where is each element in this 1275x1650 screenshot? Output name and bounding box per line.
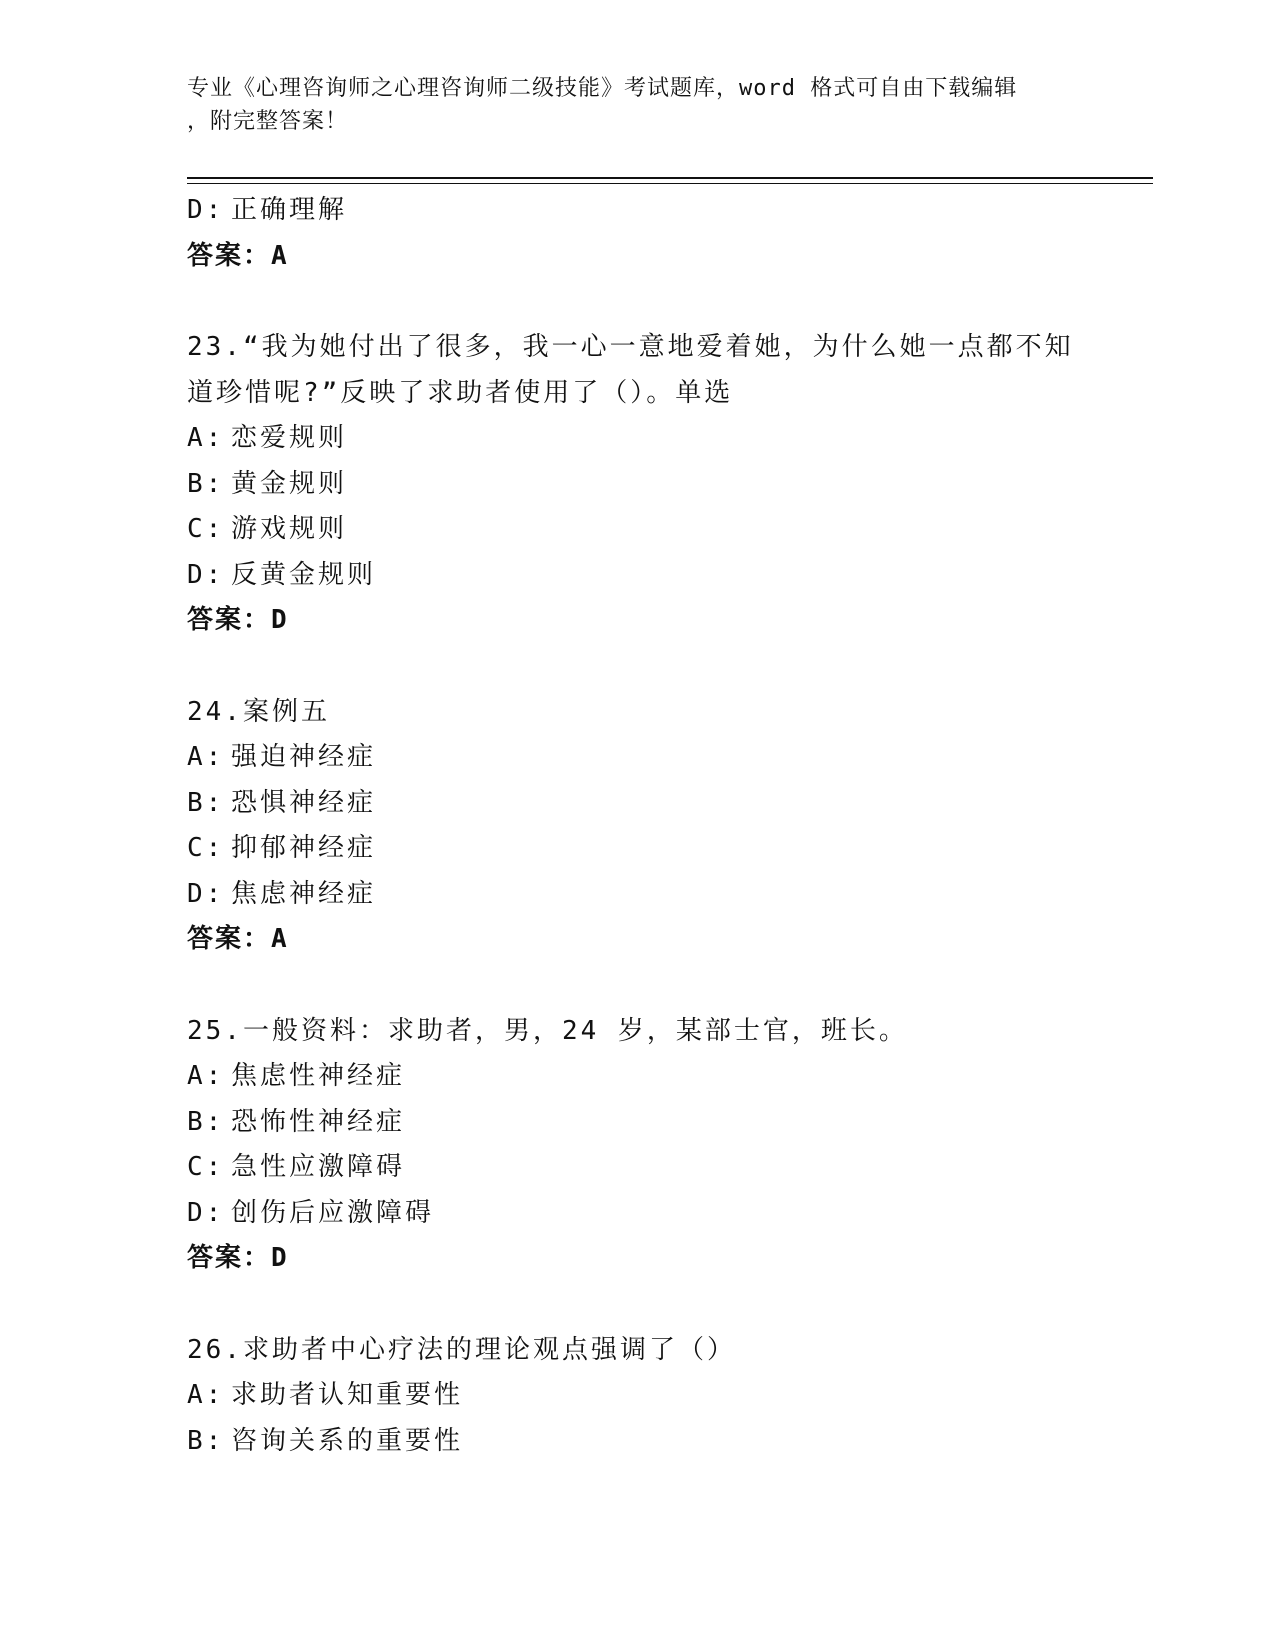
answer-line: 答案：D [187, 1243, 289, 1273]
option-d [187, 872, 1117, 918]
option-letter: A: [187, 1061, 225, 1091]
option-b [187, 781, 1117, 827]
option-a [187, 735, 1117, 781]
answer-line: 答案：A [187, 924, 289, 954]
spacer [187, 644, 1117, 690]
header-line-1: 专业《心理咨询师之心理咨询师二级技能》考试题库，word 格式可自由下载编辑 [187, 76, 1018, 101]
option-b [187, 1100, 1117, 1146]
question-stem: 23.“我为她付出了很多，我一心一意地爱着她，为什么她一点都不知 [187, 332, 1074, 362]
question-list [187, 188, 1117, 1464]
option-text: 焦虑性神经症 [231, 1061, 406, 1091]
option-text: 恐惧神经症 [231, 787, 377, 818]
option-a [187, 1373, 1117, 1419]
option-letter: C: [187, 514, 225, 544]
option-text: 游戏规则 [231, 514, 348, 544]
header-rule-thick [187, 177, 1153, 179]
option-letter: A: [187, 1380, 225, 1410]
question-26 [187, 1328, 1117, 1465]
question-25 [187, 1009, 1117, 1282]
spacer [187, 963, 1117, 1009]
option-text: 反黄金规则 [231, 559, 377, 590]
option-d [187, 188, 1117, 234]
option-text: 恋爱规则 [231, 423, 348, 453]
option-letter: A: [187, 742, 225, 772]
question-24 [187, 690, 1117, 963]
option-letter: B: [187, 468, 225, 499]
option-text: 求助者认知重要性 [231, 1380, 464, 1410]
option-a [187, 416, 1117, 462]
option-text: 正确理解 [231, 195, 348, 225]
question-stem: 24.案例五 [187, 696, 330, 727]
option-letter: B: [187, 1106, 225, 1137]
option-c [187, 826, 1117, 872]
option-letter: B: [187, 1425, 225, 1456]
option-letter: B: [187, 787, 225, 818]
option-letter: C: [187, 1152, 225, 1182]
answer-line: 答案：D [187, 605, 289, 635]
option-b [187, 462, 1117, 508]
header-line-2: ，附完整答案！ [187, 109, 349, 134]
option-text: 抑郁神经症 [231, 833, 377, 863]
option-a [187, 1054, 1117, 1100]
spacer [187, 279, 1117, 325]
option-text: 急性应激障碍 [231, 1152, 406, 1182]
option-text: 强迫神经症 [231, 742, 377, 772]
option-text: 焦虑神经症 [231, 878, 377, 909]
question-stem: 25.一般资料：求助者，男，24 岁，某部士官，班长。 [187, 1015, 908, 1046]
document-header [187, 72, 1087, 138]
question-23 [187, 325, 1117, 644]
header-rule-thin [187, 183, 1153, 184]
option-text: 咨询关系的重要性 [231, 1425, 464, 1456]
option-c [187, 1145, 1117, 1191]
option-b [187, 1419, 1117, 1465]
option-c [187, 507, 1117, 553]
option-letter: D: [187, 1197, 225, 1228]
spacer [187, 1282, 1117, 1328]
option-letter: D: [187, 878, 225, 909]
option-letter: D: [187, 559, 225, 590]
option-d [187, 553, 1117, 599]
option-text: 黄金规则 [231, 468, 348, 499]
option-letter: C: [187, 833, 225, 863]
option-letter: D: [187, 195, 225, 225]
answer-line: 答案：A [187, 240, 289, 271]
option-text: 创伤后应激障碍 [231, 1197, 435, 1228]
option-d [187, 1191, 1117, 1237]
question-stem-continued: 道珍惜呢?”反映了求助者使用了（）。单选 [187, 377, 734, 408]
question-stem: 26.求助者中心疗法的理论观点强调了（） [187, 1334, 736, 1365]
option-letter: A: [187, 423, 225, 453]
option-text: 恐怖性神经症 [231, 1106, 406, 1137]
